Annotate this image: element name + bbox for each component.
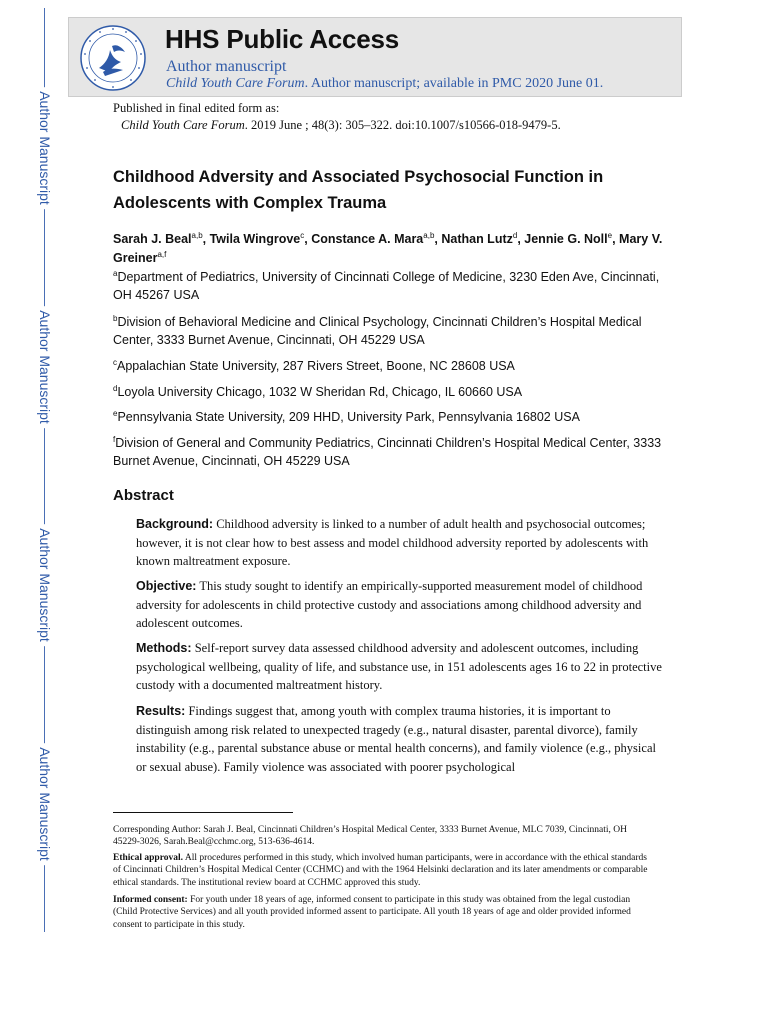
side-label-author-manuscript: Author Manuscript xyxy=(33,510,57,660)
footnote-divider xyxy=(113,812,293,813)
side-label-author-manuscript: Author Manuscript xyxy=(33,729,57,879)
hhs-public-access-title: HHS Public Access xyxy=(165,24,400,54)
hhs-seal-logo-icon xyxy=(79,24,147,92)
corresponding-author-footnote: Corresponding Author: Sarah J. Beal, Cincinnati Children’s Hospital Medical Center, 3333 Burnet Avenue, MLC 7039, Cincinnati, OH 45229-3026, Sarah.Beal@cchmc.org, 513-636-4614. xyxy=(113,825,627,848)
affiliation-d: $^d$Loyola University Chicago, 1032 W Sheridan Rd, Chicago, IL 60660 USA xyxy=(113,383,523,399)
author-name: Mary V. Greiner$^{a,f}$ xyxy=(113,232,663,265)
author-name: Nathan Lutz$^d$, xyxy=(441,230,525,246)
affiliation-e: $^e$Pennsylvania State University, 209 HHD, University Park, Pennsylvania 16802 USA xyxy=(113,408,580,424)
side-label-author-manuscript: Author Manuscript xyxy=(33,73,57,223)
affiliation-c: $^c$Appalachian State University, 287 Rivers Street, Boone, NC 28608 USA xyxy=(113,357,515,373)
abstract-results: Results: Findings suggest that, among youth with complex trauma histories, it is important to distinguish among risk related to unexpected tragedy (e.g., natural disaster, parental divorce), family instability (e.g., parental substance abuse or mental health concerns), and family violence (e.g., physical or sexual abuse). Family violence was associated with poorer psychological xyxy=(136,704,656,774)
author-name: Constance A. Mara$^{a,b}$, xyxy=(311,230,442,246)
author-manuscript-label: Author manuscript xyxy=(166,58,287,75)
side-label-author-manuscript: Author Manuscript xyxy=(33,292,57,442)
affiliation-b: $^b$Division of Behavioral Medicine and Clinical Psychology, Cincinnati Children’s Hospital Medical Center, 3333 Burnet Avenue, Cincinnati, OH 45229 USA xyxy=(113,313,642,347)
published-reference: Child Youth Care Forum. 2019 June ; 48(3): 305–322. doi:10.1007/s10566-018-9479-5. xyxy=(121,118,561,132)
abstract-heading: Abstract xyxy=(113,487,174,504)
article-title: Childhood Adversity and Associated Psychosocial Function in Adolescents with Complex Trauma xyxy=(113,168,604,212)
abstract-methods: Methods: Self-report survey data assessed childhood adversity and adolescent outcomes, including psychological wellbeing, quality of life, and substance use, in 151 adolescents ages 16 to 22 in protective custody with a documented maltreatment history. xyxy=(136,641,662,692)
abstract-background: Background: Childhood adversity is linked to a number of adult health and psychosocial outcomes; however, it is not clear how to best assess and model childhood adversity reported by adolescents with known maltreatment exposure. xyxy=(136,517,649,568)
author-name: Twila Wingrove$^c$, xyxy=(209,230,312,246)
ethical-approval-footnote: Ethical approval. All procedures performed in this study, which involved human participants, were in accordance with the ethical standards of Cincinnati Children’s Hospital Medical Center (CCHMC) and with the 1964 Helsinki declaration and its later amendments or comparable ethical standards. The institutional review board at CCHMC approved this study. xyxy=(113,853,648,888)
published-citation-block xyxy=(113,100,561,134)
published-label: Published in final edited form as: xyxy=(113,101,280,115)
hhs-header-banner xyxy=(68,17,682,97)
author-list xyxy=(113,230,673,268)
informed-consent-footnote: Informed consent: For youth under 18 years of age, informed consent to participate in this study was obtained from the legal custodian (Child Protective Services) and all youth provided informed assent to participate. All youth 18 years of age and older provided informed consent to participate in this study. xyxy=(113,895,631,930)
author-name: Sarah J. Beal$^{a,b}$, xyxy=(113,230,210,246)
affiliation-f: $^f$Division of General and Community Pediatrics, Cincinnati Children’s Hospital Medical Center, 3333 Burnet Avenue, Cincinnati, OH 45229 USA xyxy=(113,434,662,468)
journal-name: Child Youth Care Forum xyxy=(166,76,305,91)
abstract-objective: Objective: This study sought to identify an empirically-supported measurement model of childhood adversity for adolescents in child protective custody and associations among childhood adversity and adolescent outcomes. xyxy=(136,579,643,630)
author-name: Jennie G. Noll$^e$, xyxy=(524,230,620,246)
journal-availability-line: Child Youth Care Forum. Author manuscript; available in PMC 2020 June 01. xyxy=(166,76,604,91)
affiliation-a: $^a$Department of Pediatrics, University of Cincinnati College of Medicine, 3230 Eden Ave, Cincinnati, OH 45267 USA xyxy=(113,268,660,302)
